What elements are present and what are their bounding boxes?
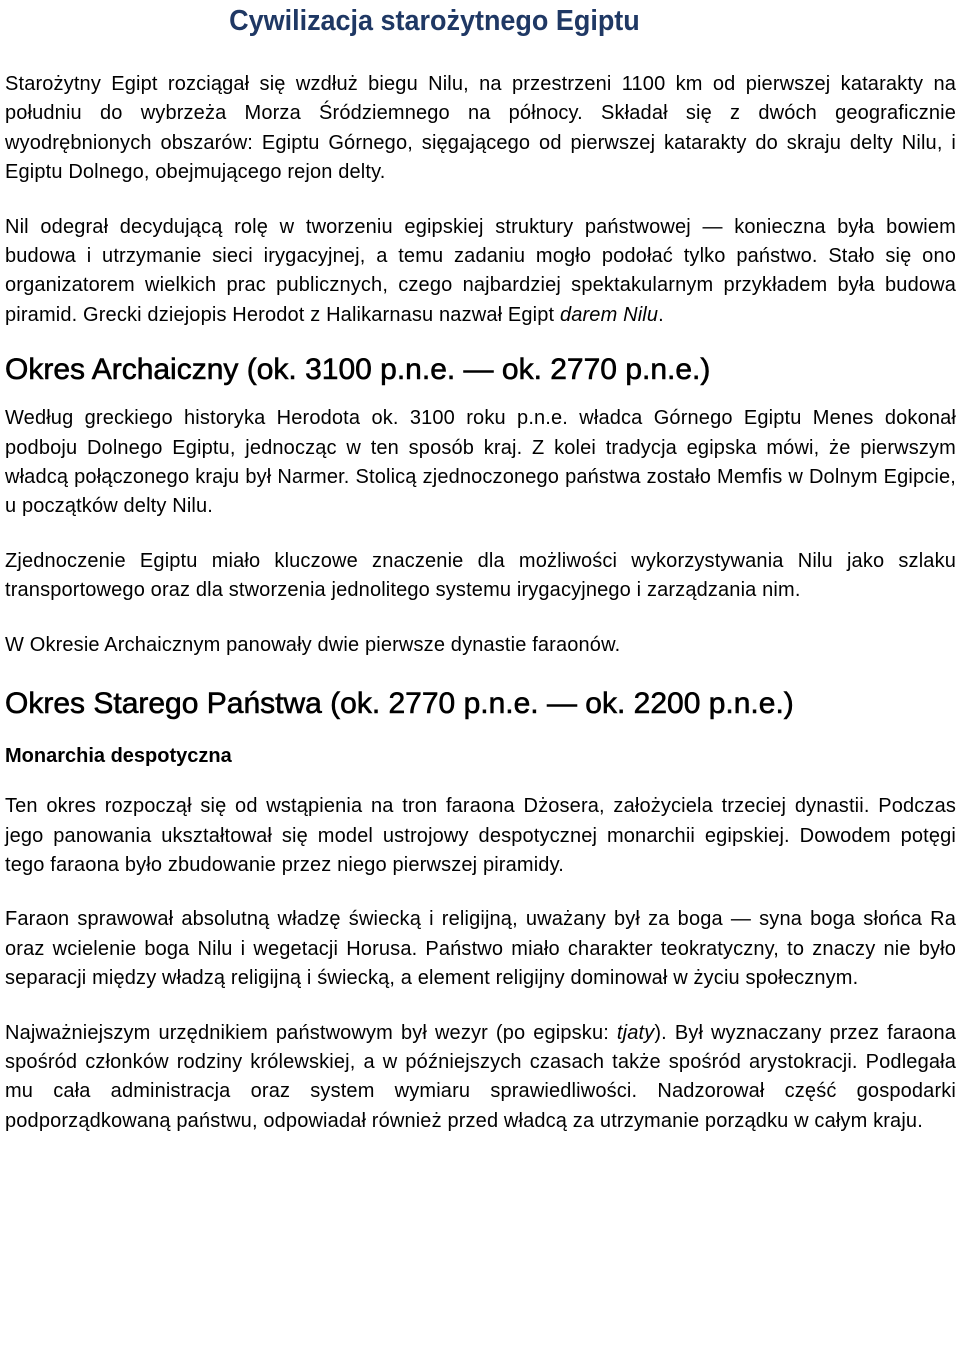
intro-paragraph-2-text: Nil odegrał decydującą rolę w tworzeniu egipskiej struktury państwowej — konieczna była bowiem budowa i utrzymanie sieci irygacyjnej, a temu zadaniu mogło podołać tylko państwo. Stało się ono organizatorem wielkich prac publicznych, czego najbardziej spektakularnym przykładem była budowa piramid. Grecki dziejopis Herodot z Halikarnasu nazwał Egipt <box>5 215 956 326</box>
old-kingdom-subheading: Monarchia despotyczna <box>5 745 232 768</box>
old-kingdom-paragraph-3-text: Najważniejszym urzędnikiem państwowym był wezyr (po egipsku: <box>5 1021 617 1044</box>
old-kingdom-heading: Okres Starego Państwa (ok. 2770 p.n.e. — ok. 2200 p.n.e.) <box>5 687 794 721</box>
archaic-paragraph-2: Zjednoczenie Egiptu miało kluczowe znaczenie dla możliwości wykorzystywania Nilu jako szlaku transportowego oraz dla stworzenia jednolitego systemu irygacyjnego i zarządzania nim. <box>5 549 956 602</box>
intro-paragraph-2-italic: darem Nilu <box>559 303 659 326</box>
intro-paragraph-2-end: . <box>658 303 664 326</box>
old-kingdom-paragraph-3-italic: tjaty <box>616 1021 655 1044</box>
archaic-period-heading: Okres Archaiczny (ok. 3100 p.n.e. — ok. 2770 p.n.e.) <box>5 353 711 387</box>
old-kingdom-paragraph-3-end: ). Był wyznaczany przez faraona spośród członków rodziny królewskiej, a w późniejszych czasach także spośród arystokracji. Podlegała mu cała administracja oraz system wymiaru sprawiedliwości. Nadzorował część gospodarki podporządkowaną państwu, odpowiadał również przed władcą za utrzymanie porządku w całym kraju. <box>5 1021 956 1132</box>
old-kingdom-paragraph-1: Ten okres rozpoczął się od wstąpienia na tron faraona Dżosera, założyciela trzeciej dynastii. Podczas jego panowania ukształtował się model ustrojowy despotycznej monarchii egipskiej. Dowodem potęgi tego faraona było zbudowanie przez niego pierwszej piramidy. <box>5 795 956 876</box>
old-kingdom-paragraph-2: Faraon sprawował absolutną władzę świecką i religijną, uważany był za boga — syna boga słońca Ra oraz wcielenie boga Nilu i wegetacji Horusa. Państwo miało charakter teokratyczny, to znaczy nie było separacji między władzą religijną i świecką, a element religijny dominował w życiu społecznym. <box>5 908 956 990</box>
document-page <box>5 0 956 1136</box>
document-title: Cywilizacja starożytnego Egiptu <box>229 5 640 37</box>
intro-paragraph-2 <box>5 213 956 331</box>
archaic-paragraph-1: Według greckiego historyka Herodota ok. 3100 roku p.n.e. władca Górnego Egiptu Menes dokonał podboju Dolnego Egiptu, jednocząc w ten sposób kraj. Z kolei tradycja egipska mówi, że pierwszym władcą połączonego kraju był Narmer. Stolicą zjednoczonego państwa zostało Memfis w Dolnym Egipcie, u początków delty Nilu. <box>5 407 956 518</box>
old-kingdom-paragraph-3 <box>5 1019 956 1137</box>
intro-paragraph-1: Starożytny Egipt rozciągał się wzdłuż biegu Nilu, na przestrzeni 1100 km od pierwszej katarakty na południu do wybrzeża Morza Śródziemnego na północy. Składał się z dwóch geograficznie wyodrębnionych obszarów: Egiptu Górnego, sięgającego od pierwszej katarakty do skraju delty Nilu, i Egiptu Dolnego, obejmującego rejon delty. <box>5 73 956 184</box>
archaic-paragraph-3: W Okresie Archaicznym panowały dwie pierwsze dynastie faraonów. <box>5 633 621 656</box>
